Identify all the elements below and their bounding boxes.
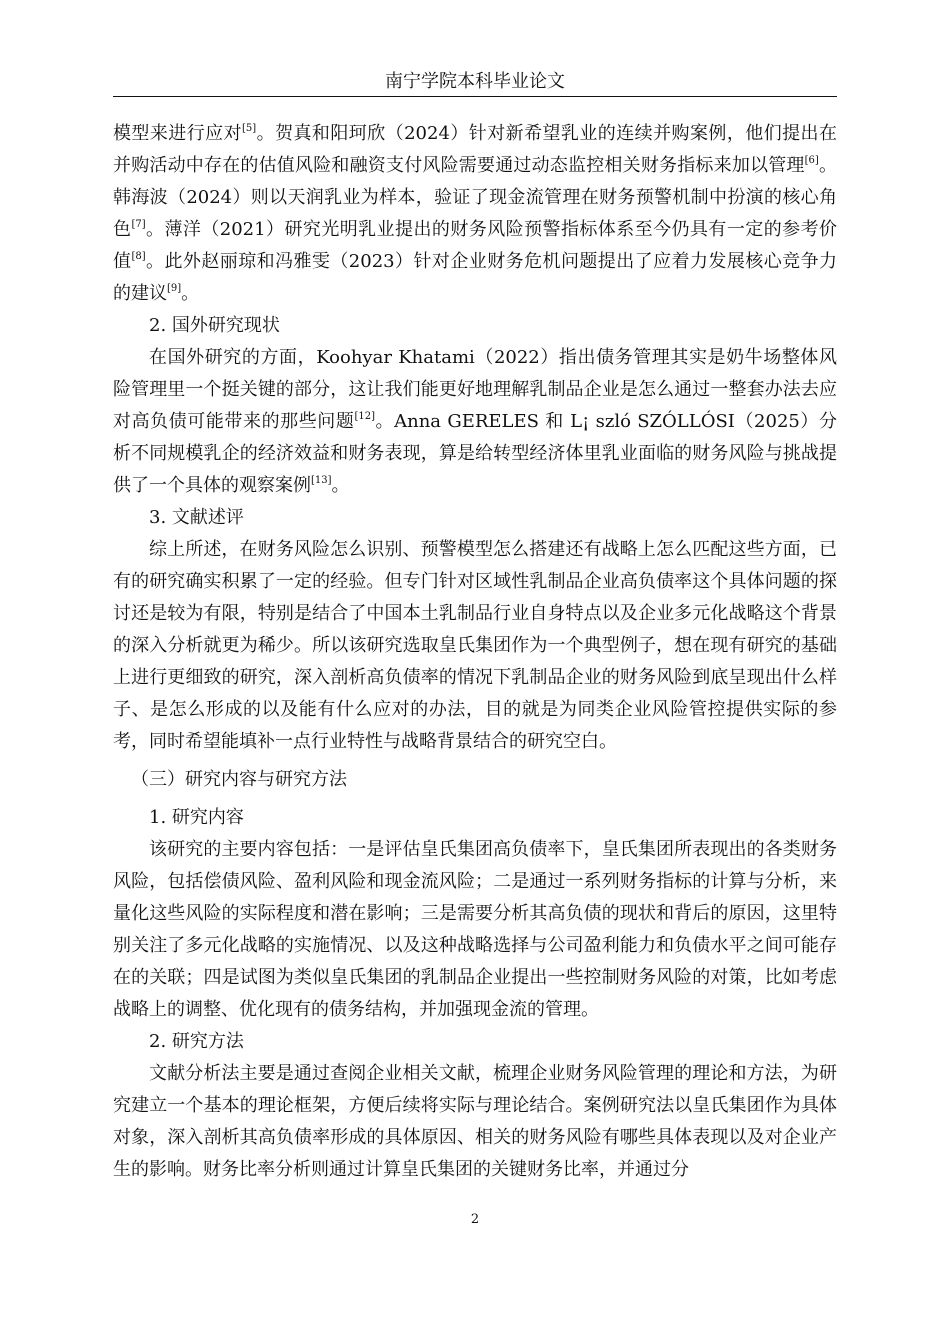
paragraph-text: 。此外赵丽琼和冯雅雯（2023）针对企业财务危机问题提出了应着力发展核心竞争力的建议 <box>113 251 837 304</box>
header-rule <box>113 96 837 97</box>
paragraph-text: 。 <box>331 475 350 496</box>
paragraph-research-methods: 文献分析法主要是通过查阅企业相关文献，梳理企业财务风险管理的理论和方法，为研究建立一个基本的理论框架，方便后续将实际与理论结合。案例研究法以皇氏集团作为具体对象，深入剖析其高负债率形成的具体原因、相关的财务风险有哪些具体表现以及对企业产生的影响。财务比率分析则通过计算皇氏集团的关键财务比率，并通过分 <box>113 1063 837 1180</box>
paragraph-text: 。 <box>181 283 200 304</box>
citation: [13] <box>311 475 332 486</box>
heading-research-content: 1. 研究内容 <box>149 807 244 828</box>
page-number: 2 <box>470 1212 480 1227</box>
citation: [5] <box>242 123 257 134</box>
running-header: 南宁学院本科毕业论文 <box>385 71 565 92</box>
paragraph-text: 。Anna GERELES 和 L¡ szló SZÓLLÓSI（2025）分析不同规模乳企的经济效益和财务表现，算是给转型经济体里乳业面临的财务风险与挑战提供了一个具体的观察案例 <box>113 411 837 496</box>
citation: [8] <box>131 251 146 262</box>
paragraph-text: 在国外研究的方面，Koohyar Khatami（2022）指出债务管理其实是奶牛场整体风险管理里一个挺关键的部分，这让我们能更好地理解乳制品企业是怎么通过一整套办法去应对高负债可能带来的那些问题 <box>113 347 837 432</box>
body-text <box>113 118 837 1186</box>
citation: [9] <box>167 283 182 294</box>
paragraph-text: 。贺真和阳珂欣（2024）针对新希望乳业的连续并购案例，他们提出在并购活动中存在的估值风险和融资支付风险需要通过动态监控相关财务指标来加以管理 <box>113 123 837 176</box>
paragraph-literature-review: 综上所述，在财务风险怎么识别、预警模型怎么搭建还有战略上怎么匹配这些方面，已有的研究确实积累了一定的经验。但专门针对区域性乳制品企业高负债率这个具体问题的探讨还是较为有限，特别是结合了中国本土乳制品行业自身特点以及企业多元化战略这个背景的深入分析就更为稀少。所以该研究选取皇氏集团作为一个典型例子，想在现有研究的基础上进行更细致的研究，深入剖析高负债率的情况下乳制品企业的财务风险到底呈现出什么样子、是怎么形成的以及能有什么应对的办法，目的就是为同类企业风险管控提供实际的参考，同时希望能填补一点行业特性与战略背景结合的研究空白。 <box>113 539 837 752</box>
heading-literature-review: 3. 文献述评 <box>149 507 244 528</box>
paragraph-domestic-studies <box>113 118 837 310</box>
citation: [6] <box>804 155 819 166</box>
citation: [12] <box>354 411 375 422</box>
citation: [7] <box>131 219 146 230</box>
paragraph-foreign-studies <box>113 342 837 502</box>
heading-foreign-research: 2. 国外研究现状 <box>149 315 280 336</box>
heading-research-methods: 2. 研究方法 <box>149 1031 244 1052</box>
paragraph-research-content: 该研究的主要内容包括：一是评估皇氏集团高负债率下，皇氏集团所表现出的各类财务风险，包括偿债风险、盈利风险和现金流风险；二是通过一系列财务指标的计算与分析，来量化这些风险的实际程度和潜在影响；三是需要分析其高负债的现状和背后的原因，这里特别关注了多元化战略的实施情况、以及这种战略选择与公司盈利能力和负债水平之间可能存在的关联；四是试图为类似皇氏集团的乳制品企业提出一些控制财务风险的对策，比如考虑战略上的调整、优化现有的债务结构，并加强现金流的管理。 <box>113 839 837 1020</box>
paragraph-text: 模型来进行应对 <box>113 123 243 144</box>
paragraph-text: 。薄洋（2021）研究光明乳业提出的财务风险预警指标体系至今仍具有一定的参考价值 <box>113 219 837 272</box>
heading-research-content-methods: （三）研究内容与研究方法 <box>131 769 347 790</box>
paragraph-text: 。韩海波（2024）则以天润乳业为样本，验证了现金流管理在财务预警机制中扮演的核心角色 <box>113 155 837 240</box>
